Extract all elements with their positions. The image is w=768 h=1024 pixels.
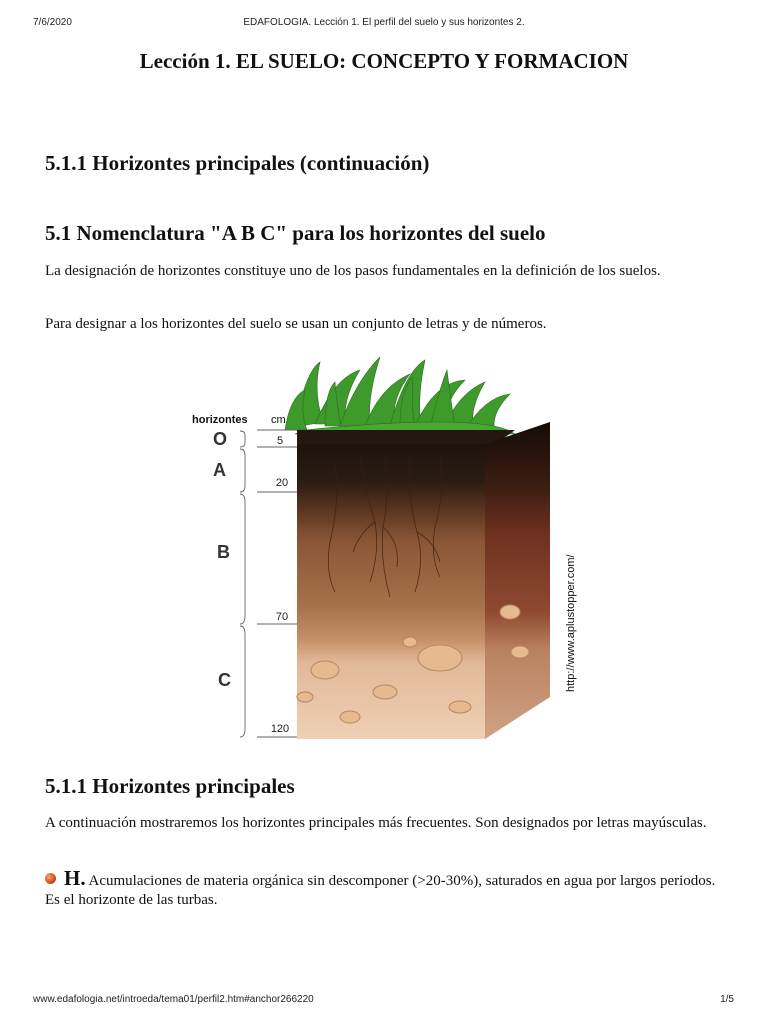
soil-profile-figure (185, 352, 585, 742)
h-horizon-letter: H. (64, 866, 86, 890)
heading-principal: 5.1.1 Horizontes principales (45, 774, 295, 798)
paragraph-nomenclature-1: La designación de horizontes constituye uno de los pasos fundamentales en la definición de los suelos. (45, 263, 661, 279)
horizons-label: horizontes (192, 414, 248, 426)
footer-url: www.edafologia.net/introeda/tema01/perfil2.htm#anchor266220 (33, 994, 314, 1005)
horizon-b-label: B (217, 542, 230, 562)
paragraph-h-horizon (45, 866, 725, 910)
page-number: 1/5 (720, 994, 734, 1005)
depth-label-5: 5 (276, 435, 284, 447)
grass-illustration (285, 357, 515, 434)
depth-label-70: 70 (275, 611, 289, 623)
h-horizon-description: Acumulaciones de materia orgánica sin descomponer (>20-30%), saturados en agua por largos periodos. Es el horizonte de las turbas. (45, 873, 716, 908)
document-title: Lección 1. EL SUELO: CONCEPTO Y FORMACION (139, 49, 629, 73)
unit-label: cm (271, 414, 286, 426)
print-header-title: EDAFOLOGIA. Lección 1. El perfil del suelo y sus horizontes 2. (243, 17, 525, 28)
horizon-a-label: A (213, 460, 226, 480)
heading-continuation: 5.1.1 Horizontes principales (continuación) (45, 151, 430, 175)
image-credit: http://www.aplustopper.com/ (565, 554, 577, 692)
bullet-icon (45, 873, 56, 884)
soil-block-side (485, 422, 550, 739)
print-date: 7/6/2020 (33, 17, 72, 28)
depth-label-120: 120 (270, 723, 290, 735)
horizon-o-label: O (213, 429, 228, 449)
depth-label-20: 20 (275, 477, 289, 489)
heading-nomenclature: 5.1 Nomenclatura "A B C" para los horizontes del suelo (45, 221, 546, 245)
paragraph-nomenclature-2: Para designar a los horizontes del suelo se usan un conjunto de letras y de números. (45, 316, 547, 332)
horizon-c-label: C (218, 670, 231, 690)
depth-markers (240, 430, 297, 737)
paragraph-principal-1: A continuación mostraremos los horizontes principales más frecuentes. Son designados por letras mayúsculas. (45, 815, 707, 831)
